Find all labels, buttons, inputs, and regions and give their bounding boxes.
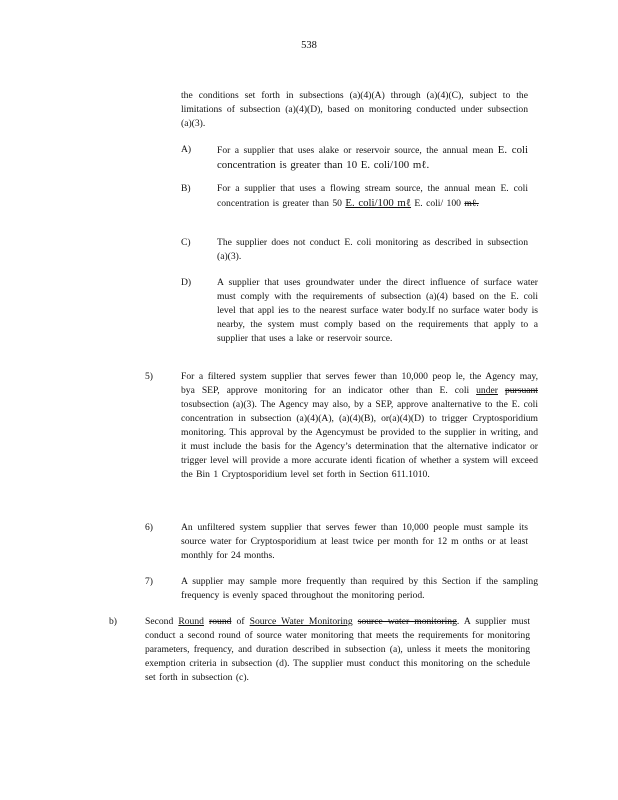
item-7-text: A supplier may sample more frequently than required by this Section if the sampling frequency is evenly spaced throughout the monitoring period. [181,576,538,601]
item-6-label: 6) [145,522,153,533]
item-5-deleted: pursuant [504,385,538,396]
item-b-main-deleted-1: round [209,616,232,627]
item-b-deleted: mℓ. [464,198,479,209]
item-b-main-text [145,615,530,685]
item-a-label: A) [181,144,192,155]
item-d-label: D) [181,277,192,288]
item-5-text-1: For a filtered system supplier that serves fewer than 10,000 peop le, the Agency may, bya SEP, approve monitoring for an indicator other than E. coli [181,371,538,396]
item-b-main-label: b) [109,616,117,627]
item-5-inserted: under [476,385,498,396]
item-b-label: B) [181,183,191,194]
item-b-main-text-2: of [236,616,245,627]
item-7-label: 7) [145,576,153,587]
item-a-text-1: For a supplier that uses alake or reservoir source, the annual mean [217,145,494,156]
item-b-main-text-3: . A supplier must conduct a second round of source water monitoring that meets the requirements for monitoring parameters, frequency, and duration described in subsection (a), unless it meets the monitoring exemption criteria in subsection (d). The supplier must conduct this monitoring on the schedule set forth in subsection (c). [145,616,530,683]
item-b-main-inserted-2: Source Water Monitoring [249,616,353,627]
item-b-main-inserted-1: Round [178,616,204,627]
item-c-text: The supplier does not conduct E. coli monitoring as described in subsection (a)(3). [217,237,528,262]
item-b-main-deleted-2: source water monitoring [357,616,457,627]
item-5-text-2: tosubsection (a)(3). The Agency may also, by a SEP, approve analternative to the E. coli concentration in subsection (a)(4)(A), (a)(4)(B), or(a)(4)(D) to trigger Cryptosporidium monitoring. This approval by the Agencymust be provided to the supplier in writing, and it must include the basis for the Agency’s determination that the alternative indicator or trigger level will provide a more accurate identi fication of whether a system will exceed the Bin 1 Cryptosporidium level set forth in Section 611.1010. [181,399,538,480]
item-c-label: C) [181,237,191,248]
item-d-text: A supplier that uses groundwater under the direct influence of surface water must comply with the requirements of subsection (a)(4) based on the E. coli level that appl ies to the nearest surface water body.If no surface water body is nearby, the system must comply based on the requirements that apply to a supplier that uses a lake or reservoir source. [217,277,538,344]
item-5-text [181,370,538,482]
item-5-label: 5) [145,371,153,382]
item-b-text [217,182,528,211]
item-b-main-text-1: Second [145,616,174,627]
item-b-text-2: E. coli/ 100 [414,198,461,209]
item-b-text-1: For a supplier that uses a flowing stream source, the annual mean E. coli concentration is greater than 50 [217,183,528,209]
intro-paragraph: the conditions set forth in subsections (a)(4)(A) through (a)(4)(C), subject to the limitations of subsection (a)(4)(D), based on monitoring conducted under subsection (a)(3). [181,90,528,129]
item-6-text: An unfiltered system supplier that serves fewer than 10,000 people must sample its source water for Cryptosporidium at least twice per month for 12 m onths or at least monthly for 24 months. [181,522,528,561]
item-a-text-2: E. coli concentration is greater than 10 E. coli/100 mℓ. [217,144,528,171]
page-number: 538 [301,40,317,51]
item-b-inserted: E. coli/100 mℓ [345,197,412,209]
item-a-text [217,143,528,173]
